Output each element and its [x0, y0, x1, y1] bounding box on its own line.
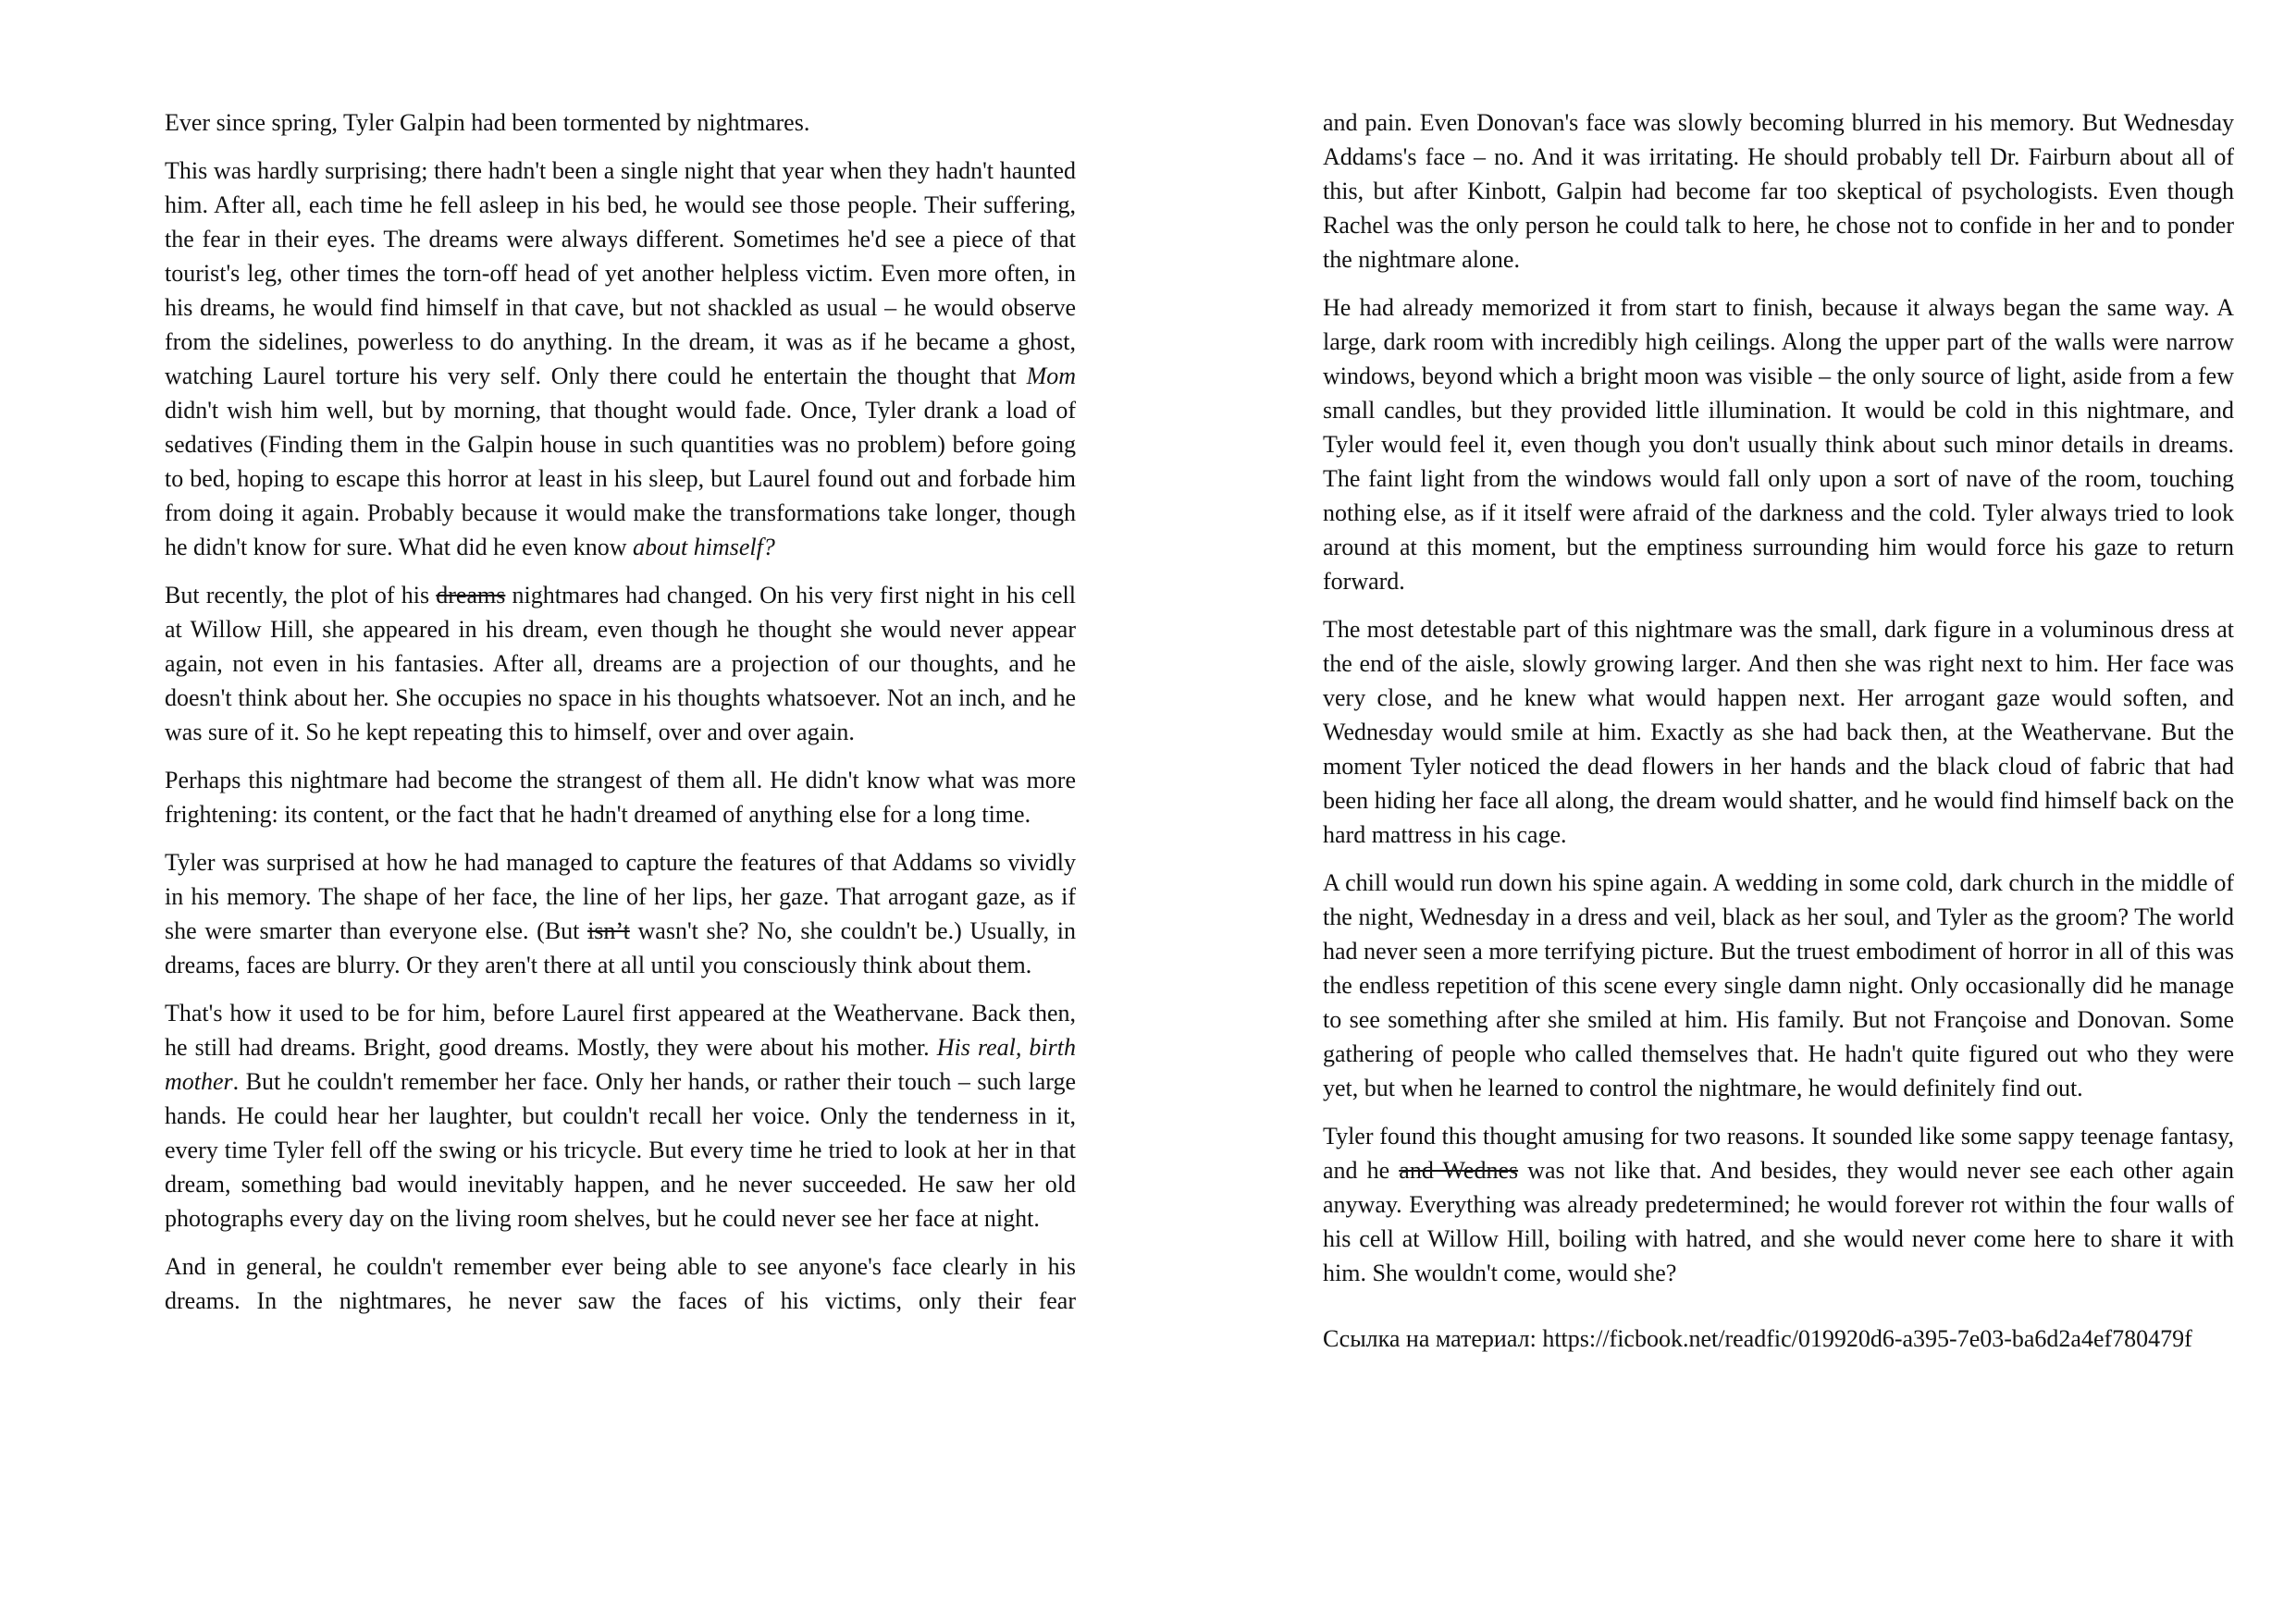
paragraph	[1323, 1119, 2234, 1290]
paragraph	[165, 845, 1076, 982]
text-run: nightmares had changed. On his very first night in his cell at Willow Hill, she appeared in his dream, even though he thought she would never appear again, not even in his fantasies. After all, dreams are a projection of our thoughts, and he doesn't think about her. She occupies no space in his thoughts whatsoever. Not an inch, and he was sure of it. So he kept repeating this to himself, over and over again.	[165, 582, 1076, 745]
paragraph	[165, 154, 1076, 564]
italic-text: His real, birth mother	[165, 1034, 1076, 1095]
paragraph	[1323, 290, 2234, 598]
text-run: Tyler found this thought amusing for two reasons. It sounded like some sappy teenage fantasy, and he	[1323, 1123, 2234, 1184]
text-run: But recently, the plot of his	[165, 582, 437, 609]
text-run: A chill would run down his spine again. A wedding in some cold, dark church in the middle of the night, Wednesday in a dress and veil, black as her soul, and Tyler as the groom? The world had never seen a more terrifying picture. But the truest embodiment of horror in all of this was the endless repetition of this scene every single damn night. Only occasionally did he manage to see something after she smiled at him. His family. But not Françoise and Donovan. Some gathering of people who called themselves that. He hadn't quite figured out who they were yet, but when he learned to control the nightmare, he would definitely find out.	[1323, 869, 2234, 1101]
text-run: This was hardly surprising; there hadn't been a single night that year when they hadn't haunted him. After all, each time he fell asleep in his bed, he would see those people. Their suffering, the fear in their eyes. The dreams were always different. Sometimes he'd see a piece of that tourist's leg, other times the torn-off head of yet another helpless victim. Even more often, in his dreams, he would find himself in that cave, but not shackled as usual – he would observe from the sidelines, powerless to do anything. In the dream, it was as if he became a ghost, watching Laurel torture his very self. Only there could he entertain the thought that	[165, 157, 1076, 389]
source-url: https://ficbook.net/readfic/019920d6-a395-7e03-ba6d2a4ef780479f	[1542, 1325, 2192, 1352]
source-line	[1323, 1322, 2234, 1356]
paragraph	[165, 1249, 1076, 1318]
source-label: Ссылка на материал:	[1323, 1325, 1543, 1352]
italic-text: Mom	[1026, 363, 1076, 389]
strikethrough-text: dreams	[436, 582, 506, 609]
paragraph	[1323, 866, 2234, 1105]
text-run: Ever since spring, Tyler Galpin had been tormented by nightmares.	[165, 109, 810, 136]
paragraph	[165, 578, 1076, 749]
italic-text: about himself?	[633, 534, 775, 560]
text-run: That's how it used to be for him, before Laurel first appeared at the Weathervane. Back then, he still had dreams. Bright, good dreams. Mostly, they were about his mother.	[165, 1000, 1076, 1061]
paragraph	[165, 996, 1076, 1236]
paragraph	[1323, 612, 2234, 852]
text-run: Tyler was surprised at how he had managed to capture the features of that Addams so vividly in his memory. The shape of her face, the line of her lips, her gaze. That arrogant gaze, as if she were smarter than everyone else. (But	[165, 849, 1076, 944]
text-run: And in general, he couldn't remember ever being able to see anyone's face clearly in his dreams. In the nightmares, he never saw the faces of his victims, only their fear	[165, 1253, 1076, 1314]
text-run: didn't wish him well, but by morning, that thought would fade. Once, Tyler drank a load of sedatives (Finding them in the Galpin house in such quantities was no problem) before going to bed, hoping to escape this horror at least in his sleep, but Laurel found out and forbade him from doing it again. Probably because it would make the transformations take longer, though he didn't know for sure. What did he even know	[165, 397, 1076, 560]
page-left-column	[165, 105, 1076, 1332]
text-run: Perhaps this nightmare had become the strangest of them all. He didn't know what was more frightening: its content, or the fact that he hadn't dreamed of anything else for a long time.	[165, 767, 1076, 828]
strikethrough-text: isn’t	[587, 917, 630, 944]
text-run: . But he couldn't remember her face. Only her hands, or rather their touch – such large hands. He could hear her laughter, but couldn't recall her voice. Only the tenderness in it, every time Tyler fell off the swing or his tricycle. But every time he tried to look at her in that dream, something bad would inevitably happen, and he never succeeded. He saw her old photographs every day on the living room shelves, but he could never see her face at night.	[165, 1068, 1076, 1232]
page-right-column	[1323, 105, 2234, 1370]
text-run: The most detestable part of this nightmare was the small, dark figure in a voluminous dress at the end of the aisle, slowly growing larger. And then she was right next to him. Her face was very close, and he knew what would happen next. Her arrogant gaze would soften, and Wednesday would smile at him. Exactly as she had back then, at the Weathervane. But the moment Tyler noticed the dead flowers in her hands and the black cloud of fabric that had been hiding her face all along, the dream would shatter, and he would find himself back on the hard mattress in his cage.	[1323, 616, 2234, 848]
text-run: He had already memorized it from start to finish, because it always began the same way. A large, dark room with incredibly high ceilings. Along the upper part of the walls were narrow windows, beyond which a bright moon was visible – the only source of light, aside from a few small candles, but they provided little illumination. It would be cold in this nightmare, and Tyler would feel it, even though you don't usually think about such minor details in dreams. The faint light from the windows would fall only upon a sort of nave of the room, touching nothing else, as if it itself were afraid of the darkness and the cold. Tyler always tried to look around at this moment, but the emptiness surrounding him would force his gaze to return forward.	[1323, 294, 2234, 595]
strikethrough-text: and Wednes	[1399, 1157, 1519, 1184]
paragraph	[1323, 105, 2234, 277]
paragraph	[165, 105, 1076, 140]
text-run: was not like that. And besides, they would never see each other again anyway. Everything was already predetermined; he would forever rot within the four walls of his cell at Willow Hill, boiling with hatred, and she would never come here to share it with him. She wouldn't come, would she?	[1323, 1157, 2234, 1286]
text-run: wasn't she? No, she couldn't be.) Usually, in dreams, faces are blurry. Or they aren't there at all until you consciously think about them.	[165, 917, 1076, 978]
text-run: and pain. Even Donovan's face was slowly becoming blurred in his memory. But Wednesday Addams's face – no. And it was irritating. He should probably tell Dr. Fairburn about all of this, but after Kinbott, Galpin had become far too skeptical of psychologists. Even though Rachel was the only person he could talk to here, he chose not to confide in her and to ponder the nightmare alone.	[1323, 109, 2234, 273]
paragraph	[165, 763, 1076, 831]
